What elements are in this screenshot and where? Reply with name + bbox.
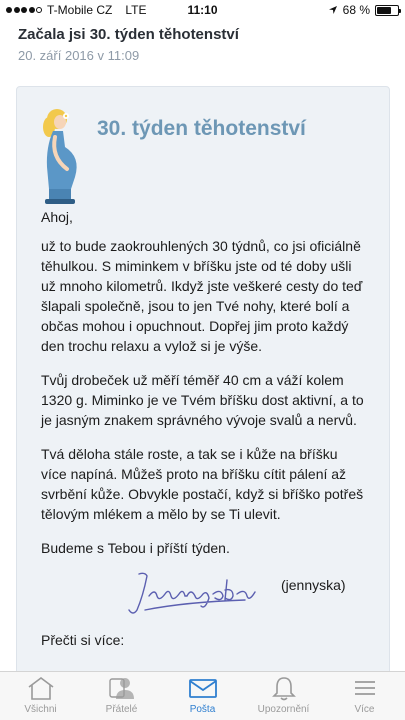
friends-icon bbox=[107, 675, 137, 701]
message-date: 20. září 2016 v 11:09 bbox=[18, 48, 140, 63]
tab-posta[interactable] bbox=[162, 672, 243, 720]
signature-handle: (jennyska) bbox=[281, 577, 346, 593]
paragraph-2: Tvůj drobeček už měří téměř 40 cm a váží kolem 1320 g. Miminko je ve Tvém bříšku dost aktivní, a to je jasným znakem správného vývoje svalů a nervů. bbox=[41, 372, 364, 428]
battery-level bbox=[377, 7, 391, 14]
tab-pratele[interactable] bbox=[81, 672, 162, 720]
read-more-label: Přečti si více: bbox=[41, 632, 125, 648]
tab-bar bbox=[0, 671, 405, 720]
greeting-text: Ahoj, bbox=[41, 209, 73, 225]
handwritten-signature bbox=[125, 566, 275, 622]
card-title: 30. týden těhotenství bbox=[97, 117, 306, 140]
envelope-icon bbox=[188, 675, 218, 701]
tab-label: Více bbox=[354, 704, 375, 715]
card-header bbox=[17, 87, 389, 207]
message-header bbox=[0, 20, 405, 66]
battery-icon bbox=[375, 5, 399, 16]
menu-icon bbox=[350, 675, 380, 701]
paragraph-4: Budeme s Tebou i příští týden. bbox=[41, 540, 230, 556]
tab-upozorneni[interactable] bbox=[243, 672, 324, 720]
tab-label: Pošta bbox=[189, 704, 216, 715]
carrier-name: T-Mobile CZ bbox=[47, 3, 113, 17]
message-body bbox=[17, 207, 389, 558]
status-left bbox=[6, 3, 146, 17]
tab-label: Upozornění bbox=[257, 704, 310, 715]
tab-vsichni[interactable] bbox=[0, 672, 81, 720]
house-icon bbox=[26, 675, 56, 701]
signal-strength-icon bbox=[6, 7, 42, 13]
paragraph-1: už to bude zaokrouhlených 30 týdnů, co jsi oficiálně těhulkou. S miminkem v bříšku jste od té doby ušli už mnoho kilometrů. Ikdyž jste veškeré cesty do teď šlapali společně, jsou to jen Tvé nohy, které bolí a občas mohou i opuchnout. Dopřej jim proto každý den trochu relaxu a vylož si je výše. bbox=[41, 238, 363, 354]
tab-label: Všichni bbox=[24, 704, 57, 715]
tab-label: Přátelé bbox=[105, 704, 138, 715]
tab-vice[interactable] bbox=[324, 672, 405, 720]
message-subject: Začala jsi 30. týden těhotenství bbox=[18, 26, 239, 43]
message-card bbox=[16, 86, 390, 706]
network-type: LTE bbox=[125, 3, 147, 17]
location-arrow-icon bbox=[328, 5, 338, 15]
bell-icon bbox=[269, 675, 299, 701]
status-right bbox=[328, 3, 399, 17]
status-time: 11:10 bbox=[187, 3, 218, 17]
pregnant-woman-icon bbox=[37, 107, 85, 207]
paragraph-3: Tvá děloha stále roste, a tak se i kůže na bříšku více napíná. Můžeš proto na bříšku cítit pálení až svrbění kůže. Obvykle postačí, když si bříško potřeš tělovým mlékem a mělo by se Ti ulevit. bbox=[41, 446, 364, 522]
battery-percent: 68 % bbox=[342, 3, 370, 17]
signature-block bbox=[41, 572, 365, 632]
status-bar bbox=[0, 0, 405, 20]
